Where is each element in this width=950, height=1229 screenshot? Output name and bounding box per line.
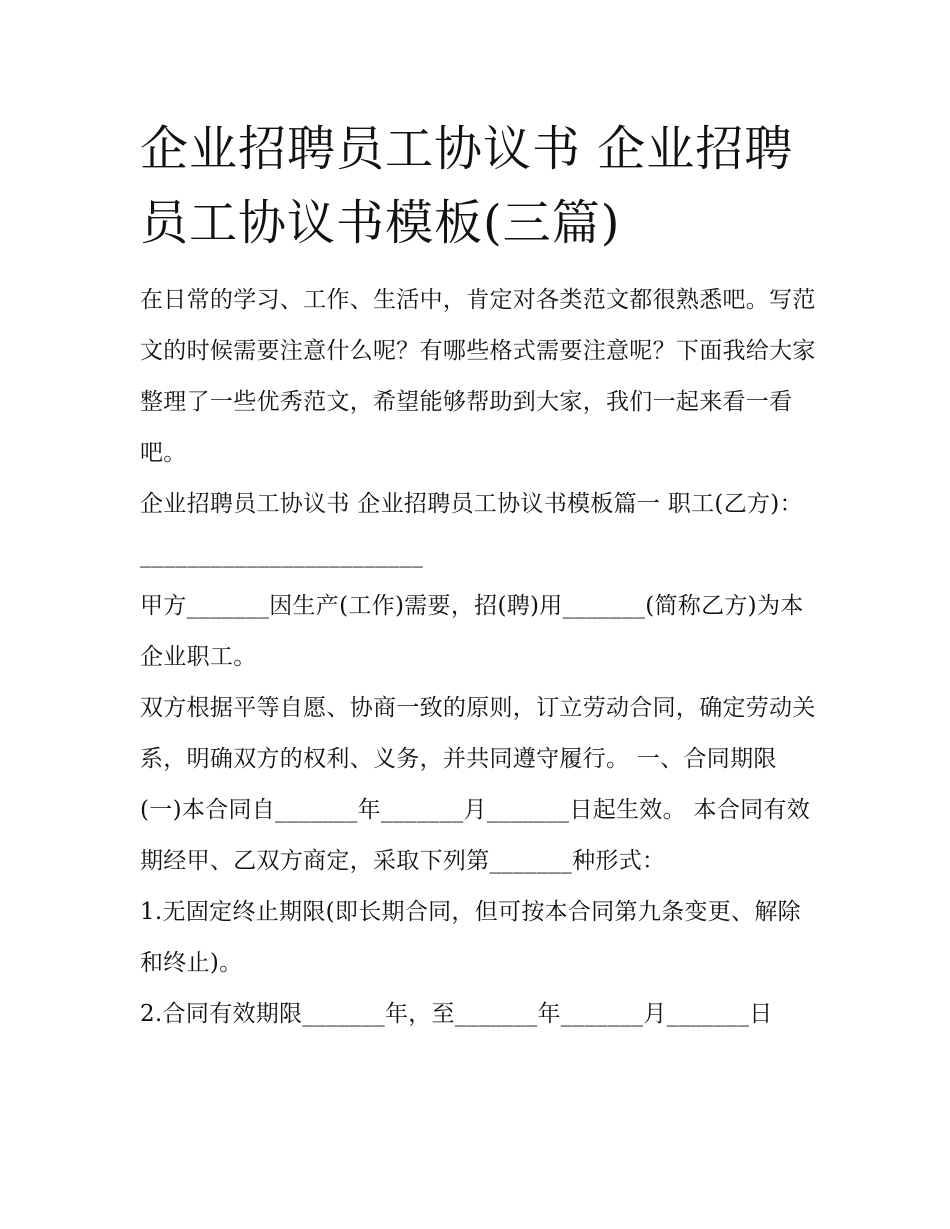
term-option-1-paragraph: 1.无固定终止期限(即长期合同，但可按本合同第九条变更、解除和终止)。: [140, 899, 801, 976]
principle-paragraph: 双方根据平等自愿、协商一致的原则，订立劳动合同，确定劳动关系，明确双方的权利、义务，并共同遵守履行。 一、合同期限: [140, 695, 816, 772]
document-title: 企业招聘员工协议书 企业招聘员工协议书模板(三篇): [140, 121, 794, 251]
section-heading-paragraph: 企业招聘员工协议书 企业招聘员工协议书模板篇一 职工(乙方)：________________________: [140, 491, 803, 568]
intro-paragraph: 在日常的学习、工作、生活中，肯定对各类范文都很熟悉吧。写范文的时候需要注意什么呢？有哪些格式需要注意呢？下面我给大家整理了一些优秀范文，希望能够帮助到大家，我们一起来看一看吧。: [140, 287, 816, 466]
term-option-2-paragraph: 2.合同有效期限_______年，至_______年_______月_______日: [140, 1001, 773, 1027]
document-body: [140, 275, 820, 1040]
employment-paragraph: 甲方_______因生产(工作)需要，招(聘)用_______(简称乙方)为本企业职工。: [140, 593, 804, 670]
effective-date-paragraph: (一)本合同自_______年_______月_______日起生效。 本合同有效期经甲、乙双方商定，采取下列第_______种形式：: [140, 797, 811, 874]
